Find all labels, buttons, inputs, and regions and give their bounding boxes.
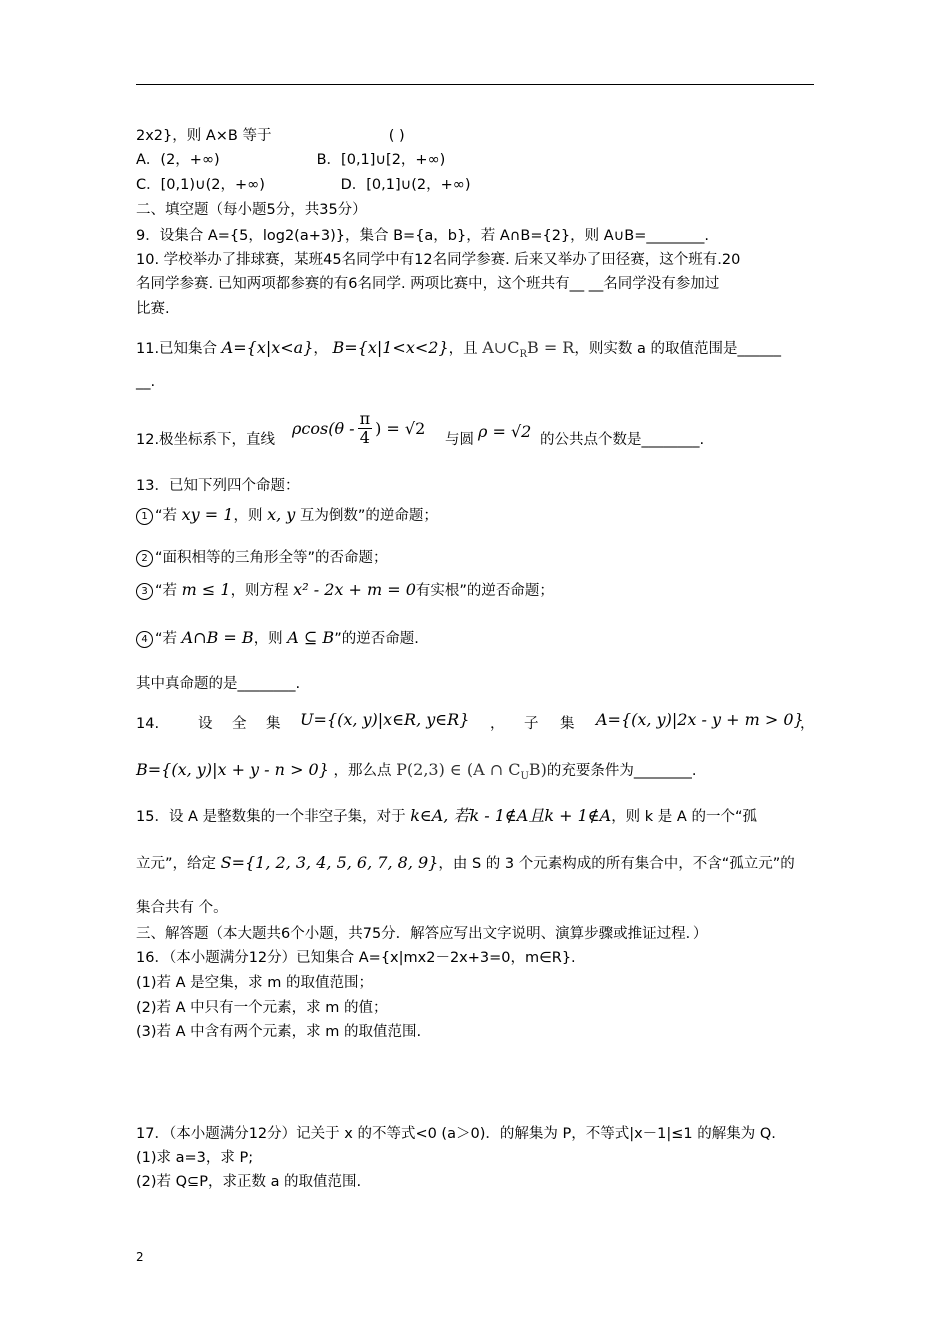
- section2-heading: 二、填空题（每小题5分，共35分）: [136, 202, 367, 218]
- q14-number: 14.: [136, 716, 160, 732]
- q17-part1: (1)求 a=3，求 P;: [136, 1150, 254, 1166]
- q14-set-b: B={(x, y)|x + y - n > 0}: [136, 760, 329, 779]
- q14-point-tail: B): [528, 760, 547, 779]
- q13-p4-b: ，则: [253, 631, 283, 647]
- q11-condition: A∪C: [482, 338, 520, 357]
- q8-option-c: C．[0,1)∪(2，+∞): [136, 177, 265, 193]
- q14-word-2: 全: [232, 716, 247, 732]
- q12-frac-den: 4: [359, 428, 370, 447]
- q11-set-a: A={x|x<a}: [221, 338, 314, 357]
- q13-proposition-2: [136, 548, 388, 568]
- q11-suffix: ，则实数 a 的取值范围是______: [574, 341, 781, 357]
- q8-option-a: A．(2，+∞): [136, 152, 220, 168]
- q11-condition-tail: B = R: [526, 338, 575, 357]
- q14-set-a: A={(x, y)|2x - y + m > 0}: [596, 710, 804, 729]
- q11-set-b: B={x|1<x<2}: [332, 338, 449, 357]
- q13-p1-b: ，则: [233, 508, 263, 524]
- q16-part3: (3)若 A 中含有两个元素，求 m 的取值范围.: [136, 1024, 422, 1040]
- q14-set-u: U={(x, y)|x∈R, y∈R}: [300, 710, 470, 729]
- q13-p2-number: 2: [136, 550, 153, 567]
- q8-options-row2: [136, 175, 471, 195]
- q16-part1: (1)若 A 是空集，求 m 的取值范围；: [136, 975, 374, 991]
- q13-p1-a: “若: [155, 508, 178, 524]
- q8-stem-text: 2x2}，则 A×B 等于: [136, 128, 272, 144]
- q15-line2-prefix: 立元”，给定: [136, 856, 217, 872]
- q14-comma-2: ，: [800, 716, 815, 732]
- q9: 9．设集合 A={5，log2(a+3)}，集合 B={a，b}，若 A∩B={2}，则 A∪B=________.: [136, 228, 709, 244]
- q16-stem: 16．（本小题满分12分）已知集合 A={x|mx2－2x+3=0，m∈R}.: [136, 950, 576, 966]
- q13-proposition-3: [136, 580, 554, 601]
- q10-line3: 比赛.: [136, 301, 170, 317]
- q14-word-1: 设: [198, 716, 213, 732]
- q13-p3-c: 有实根”的逆否命题；: [415, 583, 554, 599]
- q12-line-equation: [292, 410, 425, 447]
- q14-suffix: 的充要条件为________.: [546, 763, 697, 779]
- q12-eq-rhs: ) = √2: [375, 418, 426, 438]
- q14-point-sub: U: [520, 771, 529, 783]
- q13-p3-math1: m ≤ 1: [181, 580, 231, 599]
- q14-mid: ，那么点: [333, 763, 392, 779]
- q8-options-row1: [136, 150, 445, 170]
- q12-frac-num: π: [359, 409, 371, 428]
- q13-p3-math2: x² - 2x + m = 0: [293, 580, 416, 599]
- q14-word-3: 集: [266, 716, 281, 732]
- q12-mid: 与圆: [445, 432, 474, 448]
- q15-line1: [136, 806, 814, 827]
- q15-prefix: 15．设 A 是整数集的一个非空子集，对于: [136, 809, 406, 825]
- q13-p3-a: “若: [155, 583, 178, 599]
- q15-line2-suffix: ，由 S 的 3 个元素构成的所有集合中，不含“孤立元”的: [438, 856, 795, 872]
- q17-stem: 17．（本小题满分12分）记关于 x 的不等式<0 (a＞0)．的解集为 P，不等式|x－1|≤1 的解集为 Q.: [136, 1126, 776, 1142]
- q17-part2: (2)若 Q⊆P，求正数 a 的取值范围.: [136, 1174, 362, 1190]
- q8-option-b: B．[0,1]∪[2，+∞): [316, 152, 446, 168]
- q11: [136, 338, 781, 365]
- q13-p4-number: 4: [136, 631, 153, 648]
- q12-fraction: [358, 410, 373, 447]
- q13-p4-math1: A∩B = B: [181, 628, 254, 647]
- page-number: 2: [136, 1250, 144, 1264]
- q15-line3: 集合共有 个。: [136, 900, 228, 916]
- q13-p4-c: ”的逆否命题.: [334, 631, 419, 647]
- q12-suffix: 的公共点个数是________.: [540, 432, 705, 448]
- q10-line2: 名同学参赛. 已知两项都参赛的有6名同学. 两项比赛中，这个班共有__ __名同学没有参加过: [136, 276, 720, 292]
- q11-condition-sub: R: [519, 349, 527, 361]
- q13-p1-c: 互为倒数”的逆命题；: [299, 508, 438, 524]
- q13-p4-math2: A ⊆ B: [287, 628, 335, 647]
- q13-p1-math1: xy = 1: [181, 505, 234, 524]
- q13-p4-a: “若: [155, 631, 178, 647]
- q13-proposition-4: [136, 628, 419, 649]
- q15-line2: [136, 853, 795, 874]
- q15-condition: k∈A, 若k - 1∉A且k + 1∉A: [410, 806, 612, 825]
- q16-part2: (2)若 A 中只有一个元素，求 m 的值；: [136, 1000, 388, 1016]
- section3-heading: 三、解答题（本大题共6个小题，共75分．解答应写出文字说明、演算步骤或推证过程．）: [136, 926, 708, 942]
- q13-conclusion: 其中真命题的是________.: [136, 676, 301, 692]
- q13-p1-number: 1: [136, 508, 153, 525]
- q15-suffix: ，则 k 是 A 的一个“孤: [611, 809, 757, 825]
- q13-proposition-1: [136, 505, 438, 526]
- q11-comma: ，: [313, 341, 328, 357]
- q12-rho-cos: ρcos(θ -: [292, 418, 355, 438]
- q14-comma-1: ，: [490, 716, 505, 732]
- q13-p1-math2: x, y: [267, 505, 296, 524]
- q10-line1-text: 10. 学校举办了排球赛，某班45名同学中有12名同学参赛. 后来又举办了田径赛，这个班有.20: [136, 252, 741, 268]
- q12-prefix: 12.极坐标系下，直线: [136, 432, 276, 448]
- q12-circle: ρ = √2: [478, 422, 532, 441]
- q8-option-d: D．[0,1]∪(2，+∞): [340, 177, 471, 193]
- q13-p2-text: “面积相等的三角形全等”的否命题；: [155, 550, 388, 566]
- q15-set-s: S={1, 2, 3, 4, 5, 6, 7, 8, 9}: [220, 853, 439, 872]
- q8-stem: [136, 126, 405, 146]
- q14-word-4: 子: [524, 716, 539, 732]
- q14-line1: [136, 710, 814, 734]
- header-rule: [136, 84, 814, 85]
- q11-line2: __.: [136, 374, 156, 390]
- q8-answer-paren: ( ): [388, 128, 405, 144]
- q14-word-5: 集: [560, 716, 575, 732]
- q11-prefix: 11.已知集合: [136, 341, 218, 357]
- q14-point: P(2,3) ∈ (A ∩ C: [396, 760, 521, 779]
- q14-line2: [136, 760, 697, 787]
- q13-p3-number: 3: [136, 583, 153, 600]
- q13-p3-b: ，则方程: [230, 583, 289, 599]
- q10-line1: [136, 250, 814, 270]
- q11-mid: ，且: [448, 341, 478, 357]
- q13-intro: 13．已知下列四个命题：: [136, 478, 300, 494]
